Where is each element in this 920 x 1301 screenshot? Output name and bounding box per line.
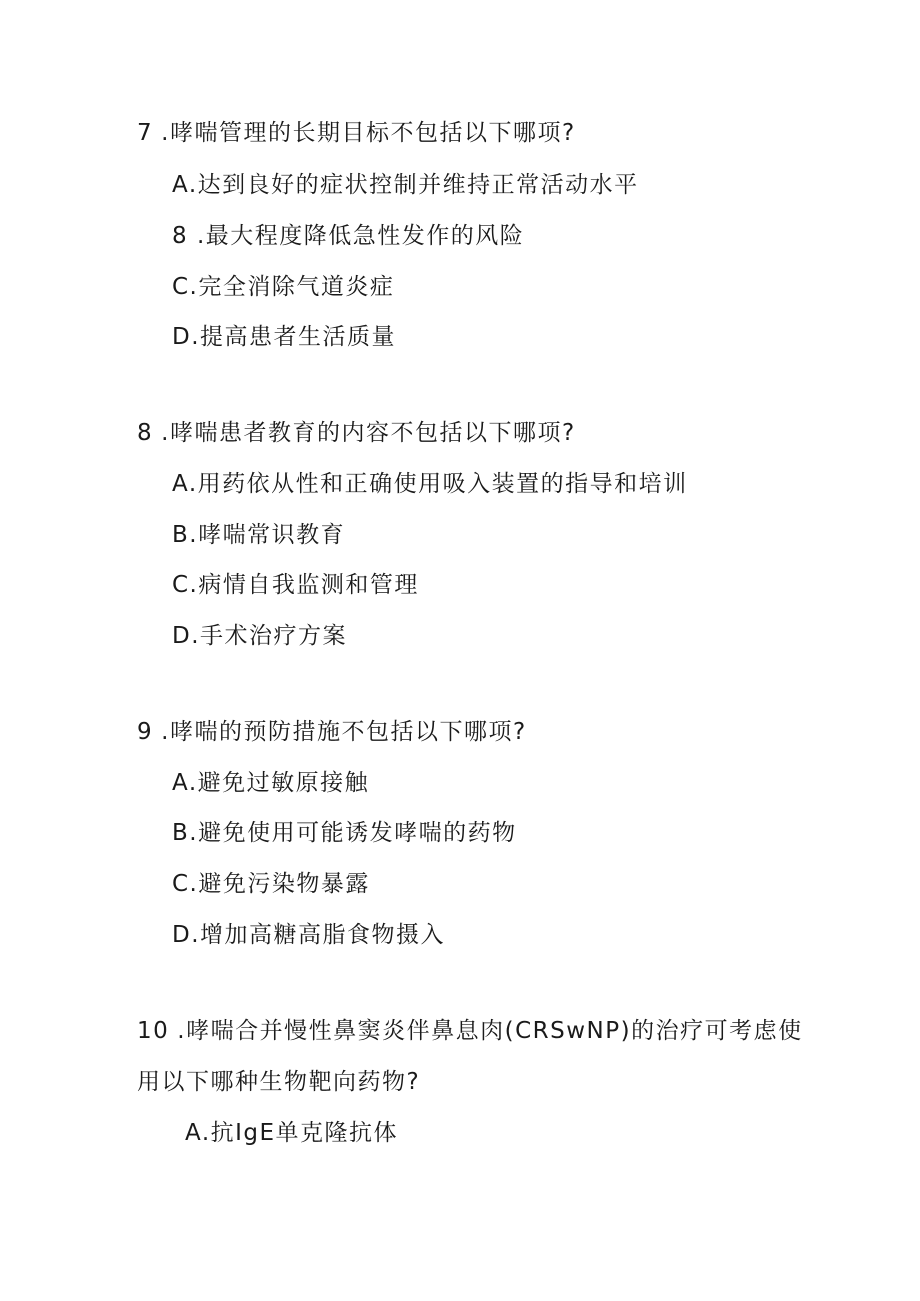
- question-7: [137, 118, 576, 148]
- question-number: 10: [137, 1018, 170, 1044]
- question-number: 9: [137, 719, 154, 745]
- question-text: .哮喘患者教育的内容不包括以下哪项?: [161, 420, 576, 446]
- question-8-option-b: B.哮喘常识教育: [172, 522, 346, 548]
- question-10: [137, 1016, 803, 1046]
- question-number: 7: [137, 120, 154, 146]
- question-7-option-c: C.完全消除气道炎症: [172, 274, 395, 300]
- question-10-text-line-2: 用以下哪种生物靶向药物?: [137, 1069, 421, 1095]
- question-8: [137, 418, 576, 448]
- question-10-option-a: A.抗IgE单克隆抗体: [185, 1120, 399, 1146]
- question-8-option-d: D.手术治疗方案: [172, 623, 348, 649]
- question-7-option-a: A.达到良好的症状控制并维持正常活动水平: [172, 172, 639, 198]
- question-number: 8: [137, 420, 154, 446]
- question-9-option-d: D.增加高糖高脂食物摄入: [172, 922, 446, 948]
- question-9-option-a: A.避免过敏原接触: [172, 770, 370, 796]
- question-7-option-d: D.提高患者生活质量: [172, 324, 397, 350]
- question-text-line-1: .哮喘合并慢性鼻窦炎伴鼻息肉(CRSwNP)的治疗可考虑使: [177, 1018, 803, 1044]
- question-9-option-b: B.避免使用可能诱发哮喘的药物: [172, 820, 517, 846]
- question-7-option-b: 8 .最大程度降低急性发作的风险: [172, 223, 525, 249]
- question-9-option-c: C.避免污染物暴露: [172, 871, 370, 897]
- question-8-option-a: A.用药依从性和正确使用吸入装置的指导和培训: [172, 471, 688, 497]
- question-text: .哮喘的预防措施不包括以下哪项?: [161, 719, 527, 745]
- question-text: .哮喘管理的长期目标不包括以下哪项?: [161, 120, 576, 146]
- question-9: [137, 717, 527, 747]
- question-8-option-c: C.病情自我监测和管理: [172, 572, 419, 598]
